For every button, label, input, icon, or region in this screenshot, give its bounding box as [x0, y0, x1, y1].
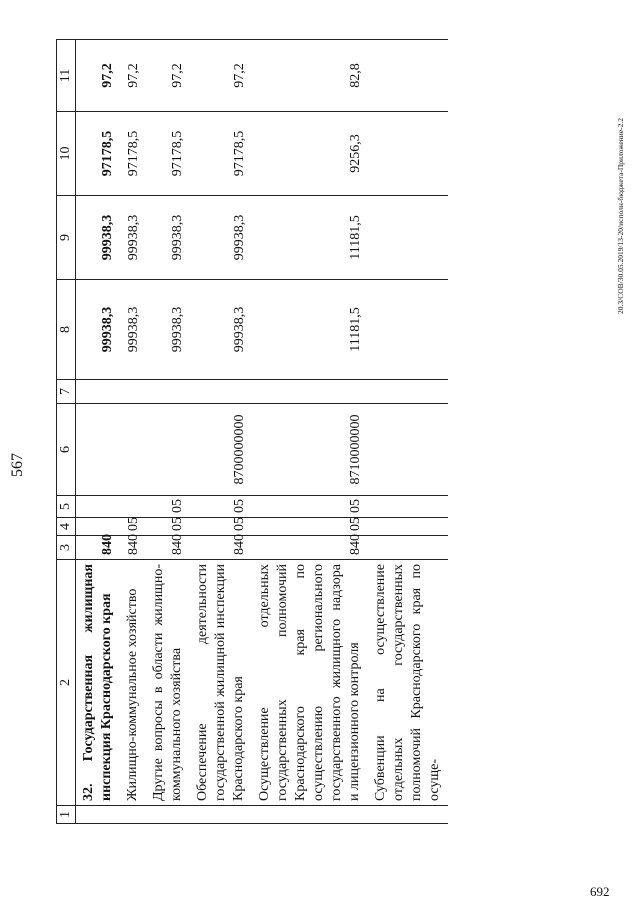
cell-c6 [76, 404, 121, 496]
cell-name: 32. Государственная жилищная инспекция Краснодарского края [76, 560, 121, 806]
table-row [76, 40, 121, 824]
cell-c7 [190, 380, 252, 404]
cell-name: Жилищно-коммунальное хозяйство [120, 560, 146, 806]
cell-c4 [76, 518, 121, 536]
cell-c5 [368, 496, 448, 518]
cell-c9: 99938,3 [76, 196, 121, 280]
col-header: 10 [57, 112, 76, 196]
cell-c9: 99938,3 [190, 196, 252, 280]
cell-c8: 99938,3 [120, 280, 146, 380]
table-row [146, 40, 190, 824]
cell-c7 [146, 380, 190, 404]
col-header: 11 [57, 40, 76, 112]
cell-c10: 97178,5 [146, 112, 190, 196]
cell-c10: 9256,3 [252, 112, 368, 196]
cell-c3 [368, 536, 448, 560]
cell-c3: 840 [252, 536, 368, 560]
cell-c4 [368, 518, 448, 536]
cell-c6 [120, 404, 146, 496]
cell-c9: 11181,5 [252, 196, 368, 280]
cell-name: Субвенции на осуществление отдельных государственных полномочий Краснодарского края по осуще- [368, 560, 448, 806]
cell-c11 [368, 40, 448, 112]
cell-c6: 8710000000 [252, 404, 368, 496]
col-header: 8 [57, 280, 76, 380]
cell-c11: 97,2 [190, 40, 252, 112]
col-header: 3 [57, 536, 76, 560]
table-row [252, 40, 368, 824]
cell-c11: 97,2 [146, 40, 190, 112]
cell-c8 [368, 280, 448, 380]
col-header: 1 [57, 806, 76, 824]
cell-c9 [368, 196, 448, 280]
col-header: 7 [57, 380, 76, 404]
cell-c8: 11181,5 [252, 280, 368, 380]
col-header: 2 [57, 560, 76, 806]
cell-c4: 05 [252, 518, 368, 536]
budget-table [56, 39, 448, 824]
page-number: 567 [9, 453, 26, 477]
cell-c11: 97,2 [76, 40, 121, 112]
cell-index [120, 806, 146, 824]
cell-index [76, 806, 121, 824]
cell-index [252, 806, 368, 824]
cell-c10: 97178,5 [190, 112, 252, 196]
cell-name: Осуществление отдельных государственных полномочий Краснодарского края по осуществлению регионального государственного жилищного надзора и лицензионного контроля [252, 560, 368, 806]
cell-c6 [146, 404, 190, 496]
cell-c10: 97178,5 [120, 112, 146, 196]
cell-c7 [368, 380, 448, 404]
cell-c7 [120, 380, 146, 404]
cell-c9: 99938,3 [120, 196, 146, 280]
cell-c5 [120, 496, 146, 518]
cell-c4: 05 [190, 518, 252, 536]
col-header: 9 [57, 196, 76, 280]
cell-c7 [76, 380, 121, 404]
cell-name: Обеспечение деятельности государственной жилищной инспекции Краснодарского края [190, 560, 252, 806]
cell-index [190, 806, 252, 824]
cell-c8: 99938,3 [146, 280, 190, 380]
cell-c11: 82,8 [252, 40, 368, 112]
cell-c11: 97,2 [120, 40, 146, 112]
cell-index [368, 806, 448, 824]
cell-c3: 840 [190, 536, 252, 560]
table-row [368, 40, 448, 824]
col-header: 6 [57, 404, 76, 496]
scan-page-mark: 692 [590, 884, 610, 899]
cell-c4: 05 [120, 518, 146, 536]
cell-c6 [368, 404, 448, 496]
col-header: 4 [57, 518, 76, 536]
cell-c8: 99938,3 [190, 280, 252, 380]
table-header-row [57, 40, 76, 824]
cell-c5: 05 [190, 496, 252, 518]
cell-c7 [252, 380, 368, 404]
cell-c3: 840 [146, 536, 190, 560]
table-row [190, 40, 252, 824]
cell-c4: 05 [146, 518, 190, 536]
cell-c9: 99938,3 [146, 196, 190, 280]
cell-c10 [368, 112, 448, 196]
cell-c5: 05 [252, 496, 368, 518]
cell-c6: 8700000000 [190, 404, 252, 496]
cell-index [146, 806, 190, 824]
cell-c8: 99938,3 [76, 280, 121, 380]
cell-c5: 05 [146, 496, 190, 518]
cell-name: Другие вопросы в области жилищно-коммунального хозяйства [146, 560, 190, 806]
cell-c10: 97178,5 [76, 112, 121, 196]
cell-c3: 840 [120, 536, 146, 560]
cell-c5 [76, 496, 121, 518]
cell-c3: 840 [76, 536, 121, 560]
table-row [120, 40, 146, 824]
col-header: 5 [57, 496, 76, 518]
document-code: 20.3/СОВ/30.05.2019/13-20/исполн-бюджета-Приложение-2.2 [616, 118, 625, 314]
